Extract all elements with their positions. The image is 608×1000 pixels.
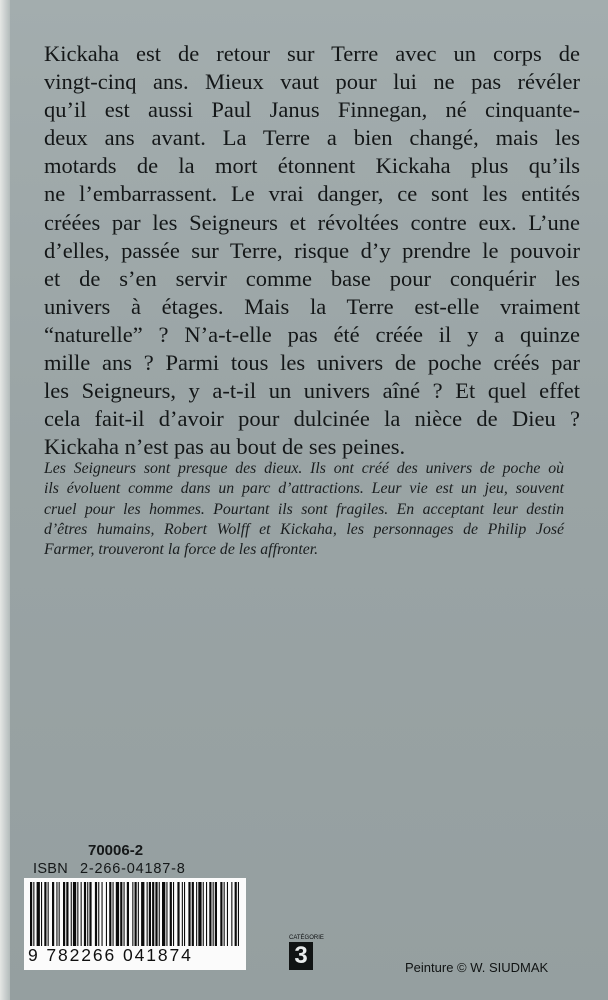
barcode-bar	[41, 882, 42, 946]
category-number: 3	[289, 942, 313, 970]
barcode-bar	[102, 882, 103, 946]
synopsis-line: vingt-cinq ans. Mieux vaut pour lui ne pas révéler	[44, 69, 580, 95]
barcode-digits: 9 782266 041874	[28, 945, 193, 965]
tagline-line: Les Seigneurs sont presque des dieux. Ils ont créé des univers de poche où	[44, 460, 564, 477]
category-label: CATÉGORIE	[289, 935, 324, 941]
barcode-bar	[227, 882, 228, 946]
barcode-bar	[149, 882, 151, 946]
synopsis-line: deux ans avant. La Terre a bien changé, mais les	[44, 125, 580, 151]
synopsis-line: cela fait-il d’avoir pour dulcinée la nièce de Dieu ?	[44, 406, 580, 432]
barcode-bar	[147, 882, 148, 946]
barcode-bar	[116, 882, 119, 946]
synopsis-line: les Seigneurs, y a-t-il un univers aîné ? Et quel effet	[44, 378, 580, 404]
barcode-bar	[231, 882, 232, 946]
barcode-bar	[152, 882, 154, 946]
barcode-bar	[63, 882, 65, 946]
series-tagline	[44, 459, 564, 560]
tagline-line: ils évoluent comme dans un parc d’attractions. Leur vie est un jeu, souvent	[44, 480, 564, 498]
barcode-bar	[188, 882, 190, 946]
isbn-label: ISBN	[33, 861, 69, 877]
barcode-bar	[89, 882, 91, 946]
barcode-bar	[166, 882, 167, 946]
barcode-bar	[77, 882, 78, 946]
barcode-bar	[162, 882, 165, 946]
barcode-bar	[30, 882, 32, 946]
barcode-bar	[71, 882, 72, 946]
barcode-bar	[203, 882, 204, 946]
barcode-bar	[66, 882, 68, 946]
barcode-bar	[87, 882, 88, 946]
barcode-bar	[198, 882, 201, 946]
barcode-bar	[235, 882, 237, 946]
barcode-bar	[59, 882, 60, 946]
barcode-bar	[206, 882, 207, 946]
barcode-bar	[95, 882, 97, 946]
tagline-line: d’êtres humains, Robert Wolff et Kickaha, les personnages de Philip José	[44, 520, 564, 538]
barcode-bar	[113, 882, 114, 946]
barcode-bar	[196, 882, 197, 946]
barcode-bar	[170, 882, 172, 946]
category-badge	[289, 935, 324, 970]
barcode-bar	[120, 882, 122, 946]
synopsis-line: créées par les Seigneurs et révoltées contre eux. L’une	[44, 209, 580, 235]
synopsis-line: “naturelle” ? N’a-t-elle pas été créée il y a quinze	[44, 321, 580, 347]
barcode-bar	[159, 882, 160, 946]
isbn-line	[33, 861, 186, 877]
barcode-bar	[138, 882, 139, 946]
synopsis-line: motards de la mort étonnent Kickaha plus qu’ils	[44, 153, 580, 179]
barcode-bar	[48, 882, 49, 946]
barcode-bar	[220, 882, 222, 946]
barcode-bar	[155, 882, 157, 946]
barcode-bar	[132, 882, 133, 946]
barcode	[24, 878, 246, 970]
barcode-bar	[73, 882, 76, 946]
cover-art-credit: Peinture © W. SIUDMAK	[405, 960, 549, 975]
synopsis-line: mille ans ? Parmi tous les univers de poche créés par	[44, 350, 580, 376]
tagline-line: cruel pour les hommes. Pourtant ils sont fragiles. En acceptant leur destin	[44, 500, 564, 518]
barcode-bar	[56, 882, 57, 946]
barcode-bar	[238, 882, 239, 946]
barcode-bar	[209, 882, 211, 946]
barcode-bar	[84, 882, 86, 946]
barcode-bar	[173, 882, 174, 946]
barcode-bar	[81, 882, 82, 946]
synopsis-line: qu’il est aussi Paul Janus Finnegan, né cinquante-	[44, 97, 580, 123]
synopsis-line: et de s’en servir comme base pour conquérir les	[44, 265, 580, 291]
barcode-bar	[182, 882, 183, 946]
synopsis-line: ne l’embarrassent. Le vrai danger, ce sont les entités	[44, 181, 580, 207]
isbn-number: 2-266-04187-8	[80, 861, 186, 877]
barcode-bar	[124, 882, 125, 946]
barcode-bar	[177, 882, 179, 946]
synopsis-line: d’elles, passée sur Terre, risque d’y prendre le pouvoir	[44, 237, 580, 263]
product-code: 70006-2	[88, 842, 144, 859]
synopsis-line: Kickaha n’est pas au bout de ses peines.	[44, 434, 406, 460]
barcode-bar	[184, 882, 185, 946]
barcode-bar	[213, 882, 214, 946]
barcode-bar	[141, 882, 144, 946]
synopsis-line: univers à étages. Mais la Terre est-elle vraiment	[44, 293, 580, 319]
barcode-bar	[192, 882, 194, 946]
barcode-bar	[127, 882, 129, 946]
barcode-bar	[37, 882, 40, 946]
barcode-bar	[135, 882, 137, 946]
cover-edge	[0, 0, 10, 1000]
synopsis-paragraph	[44, 40, 580, 461]
synopsis-line: Kickaha est de retour sur Terre avec un corps de	[44, 41, 580, 66]
barcode-bar	[33, 882, 34, 946]
barcode-bar	[109, 882, 111, 946]
barcode-bar	[215, 882, 217, 946]
barcode-bar	[98, 882, 99, 946]
barcode-bars	[24, 878, 246, 948]
barcode-bar	[44, 882, 46, 946]
barcode-bar	[52, 882, 54, 946]
tagline-line: Farmer, trouveront la force de les affronter.	[44, 541, 319, 559]
barcode-bar	[224, 882, 225, 946]
barcode-bar	[106, 882, 107, 946]
